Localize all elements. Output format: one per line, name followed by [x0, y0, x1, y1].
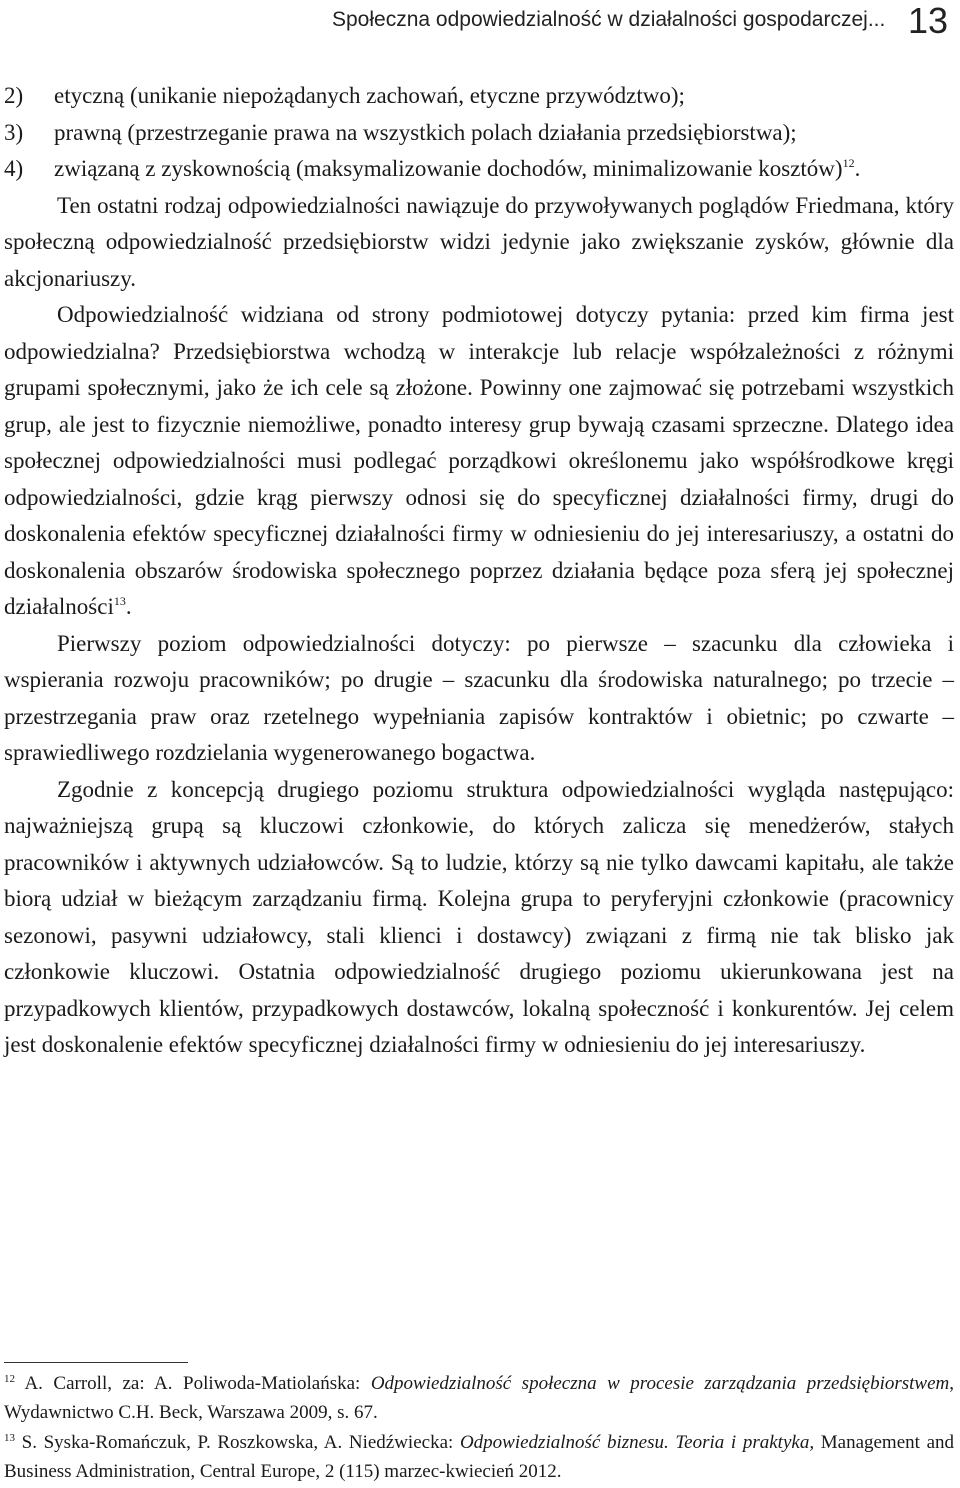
list-item	[4, 78, 954, 115]
footnote-author: A. Carroll, za: A. Poliwoda-Matiolańska:	[24, 1373, 371, 1394]
footnote-number: 12	[4, 1373, 15, 1385]
list-number: 2)	[4, 83, 24, 108]
footnotes	[4, 1370, 954, 1488]
list-item	[4, 115, 954, 152]
paragraph: Ten ostatni rodzaj odpowiedzialności nawiązuje do przywoływanych poglądów Friedmana, który społeczną odpowiedzialność przedsiębiorstw widzi jedynie jako zwiększanie zysków, głównie dla akcjonariuszy.	[4, 192, 954, 291]
list-number: 4)	[4, 156, 24, 181]
list-text: etyczną (unikanie niepożądanych zachowań, etyczne przywództwo);	[54, 83, 685, 108]
footnote-number: 13	[4, 1432, 15, 1444]
list-text-tail: .	[854, 156, 861, 181]
list-text: prawną (przestrzeganie prawa na wszystkich polach działania przedsiębiorstwa);	[54, 119, 797, 145]
running-title: Społeczna odpowiedzialność w działalności gospodarczej...	[332, 8, 886, 31]
list-number: 3)	[4, 119, 24, 145]
footnote-ref: 12	[842, 156, 855, 170]
footnote-divider	[4, 1362, 188, 1363]
footnote-title: Odpowiedzialność społeczna w procesie zarządzania przedsiębiorstwem	[370, 1373, 950, 1394]
paragraph-tail: .	[125, 594, 132, 619]
footnote	[4, 1429, 954, 1486]
paragraph	[4, 297, 954, 626]
footnote-author: S. Syska-Romańczuk, P. Roszkowska, A. Niedźwiecka:	[21, 1432, 460, 1453]
paragraph: Zgodnie z koncepcją drugiego poziomu struktura odpowiedzialności wygląda następująco: najważniejszą grupą są kluczowi członkowie, do których zalicza się menedżerów, stałych pracowników i aktywnych udziałowców. Są to ludzie, którzy są nie tylko dawcami kapitału, ale także biorą udział w bieżącym zarządzaniu firmą. Kolejna grupa to peryferyjni członkowie (pracownicy sezonowi, pasywni udziałowcy, stali klienci i dostawcy) związani z firmą nie tak blisko jak członkowie kluczowi. Ostatnia odpowiedzialność drugiego poziomu ukierunkowana jest na przypadkowych klientów, przypadkowych dostawców, lokalną społeczność i konkurentów. Jej celem jest doskonalenie efektów specyficznej działalności firmy w odniesieniu do jej interesariuszy.	[4, 776, 954, 1057]
body-text	[4, 78, 954, 1064]
paragraph-text: Odpowiedzialność widziana od strony podmiotowej dotyczy pytania: przed kim firma jest odpowiedzialna? Przedsiębiorstwa wchodzą w interakcje lub relacje współzależności z różnymi grupami społecznymi, jako że ich cele są złożone. Powinny one zajmować się potrzebami wszystkich grup, ale jest to fizycznie niemożliwe, ponadto interesy grup bywają czasami sprzeczne. Dlatego idea społecznej odpowiedzialności musi podlegać porządkowi określonemu jako współśrodkowe kręgi odpowiedzialności, gdzie krąg pierwszy odnosi się do specyficznej działalności firmy, drugi do doskonalenia efektów specyficznej działalności firmy w odniesieniu do jej interesariuszy, a ostatni do doskonalenia obszarów środowiska społecznego poprzez działania będące poza sferą jej społecznej działalności	[4, 302, 954, 619]
footnote-publisher: Management and Business Administration, Central Europe, 2 (115) marzec-kwiecień 2012.	[4, 1432, 954, 1482]
list-text	[54, 151, 954, 188]
list-text-main: związaną z zyskownością (maksymalizowanie dochodów, minimalizowanie kosztów)	[54, 156, 843, 181]
page-header	[0, 0, 960, 50]
footnote	[4, 1370, 954, 1427]
paragraph: Pierwszy poziom odpowiedzialności dotyczy: po pierwsze – szacunku dla człowieka i wspierania rozwoju pracowników; po drugie – szacunku dla środowiska naturalnego; po trzecie – przestrzegania praw oraz rzetelnego wypełniania zapisów kontraktów i obietnic; po czwarte – sprawiedliwego rozdzielania wygenerowanego bogactwa.	[4, 630, 954, 765]
footnote-publisher: , Wydawnictwo C.H. Beck, Warszawa 2009, s. 67.	[4, 1373, 955, 1423]
footnote-ref: 13	[113, 594, 126, 608]
footnote-title: Odpowiedzialność biznesu. Teoria i praktyka,	[459, 1432, 815, 1453]
page-number: 13	[907, 0, 948, 41]
list-item	[4, 151, 954, 188]
